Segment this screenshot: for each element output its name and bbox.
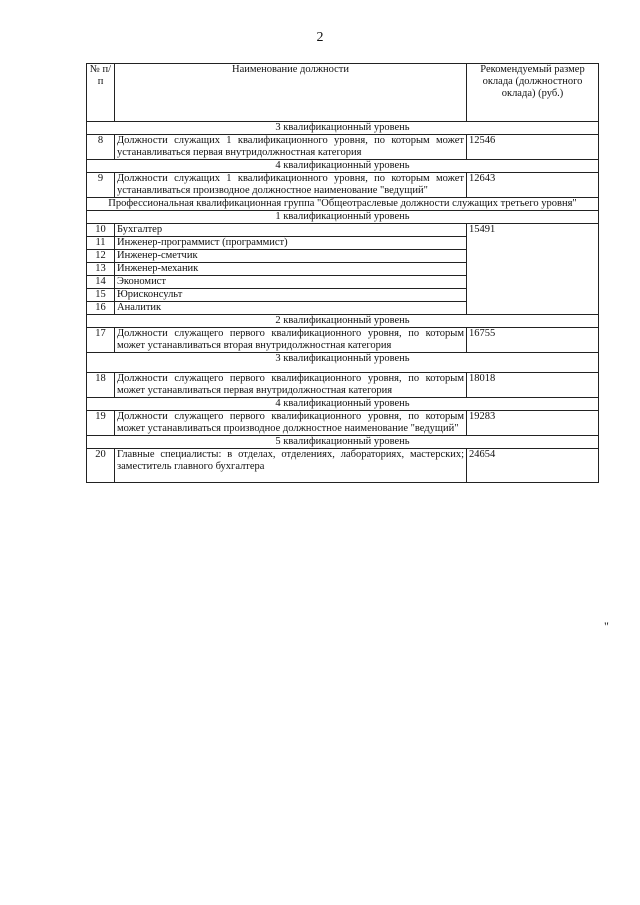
row-num: 15 xyxy=(87,289,115,302)
row-num: 8 xyxy=(87,135,115,160)
table-row xyxy=(87,173,599,198)
closing-quote: " xyxy=(604,619,609,633)
table-row xyxy=(87,135,599,160)
row-num: 16 xyxy=(87,302,115,315)
table-row xyxy=(87,449,599,483)
group-row xyxy=(87,198,599,211)
page-number: 2 xyxy=(316,30,324,45)
level-label: 4 квалификационный уровень xyxy=(87,398,599,411)
salary-table xyxy=(86,63,599,483)
row-num: 19 xyxy=(87,411,115,436)
row-num: 10 xyxy=(87,224,115,237)
row-name: Инженер-механик xyxy=(115,263,467,276)
row-name: Главные специалисты: в отделах, отделениях, лабораториях, мастерских; заместитель главного бухгалтера xyxy=(115,449,467,483)
table-row xyxy=(87,373,599,398)
row-name: Экономист xyxy=(115,276,467,289)
row-name: Должности служащих 1 квалификационного уровня, по которым может устанавливаться первая внутридолжностная категория xyxy=(115,135,467,160)
row-salary: 18018 xyxy=(467,373,599,398)
row-num: 20 xyxy=(87,449,115,483)
level-label: 5 квалификационный уровень xyxy=(87,436,599,449)
level-row xyxy=(87,436,599,449)
row-num: 18 xyxy=(87,373,115,398)
row-name: Должности служащего первого квалификационного уровня, по которым может устанавливаться первая внутридолжностная категория xyxy=(115,373,467,398)
level-label: 3 квалификационный уровень xyxy=(87,122,599,135)
row-num: 9 xyxy=(87,173,115,198)
table-row xyxy=(87,224,599,237)
row-name: Должности служащего первого квалификационного уровня, по которым может устанавливаться производное должностное наименование "ведущий" xyxy=(115,411,467,436)
row-num: 14 xyxy=(87,276,115,289)
row-salary: 15491 xyxy=(467,224,599,315)
level-row xyxy=(87,211,599,224)
header-salary: Рекомендуемый размер оклада (должностного оклада) (руб.) xyxy=(467,64,599,122)
row-salary: 12643 xyxy=(467,173,599,198)
level-row xyxy=(87,398,599,411)
table-row xyxy=(87,411,599,436)
level-label: 2 квалификационный уровень xyxy=(87,315,599,328)
row-name: Должности служащих 1 квалификационного уровня, по которым может устанавливаться производное должностное наименование "ведущий" xyxy=(115,173,467,198)
row-name: Бухгалтер xyxy=(115,224,467,237)
header-name: Наименование должности xyxy=(115,64,467,122)
row-name: Юрисконсульт xyxy=(115,289,467,302)
level-row xyxy=(87,122,599,135)
row-name: Инженер-программист (программист) xyxy=(115,237,467,250)
level-label: 3 квалификационный уровень xyxy=(87,353,599,373)
row-salary: 12546 xyxy=(467,135,599,160)
row-name: Инженер-сметчик xyxy=(115,250,467,263)
level-row xyxy=(87,160,599,173)
table-row xyxy=(87,328,599,353)
row-salary: 16755 xyxy=(467,328,599,353)
row-num: 11 xyxy=(87,237,115,250)
level-row xyxy=(87,315,599,328)
row-num: 13 xyxy=(87,263,115,276)
group-label: Профессиональная квалификационная группа "Общеотраслевые должности служащих третьего уровня" xyxy=(87,198,599,211)
row-name: Должности служащего первого квалификационного уровня, по которым может устанавливаться вторая внутридолжностная категория xyxy=(115,328,467,353)
table-header-row xyxy=(87,64,599,122)
level-label: 4 квалификационный уровень xyxy=(87,160,599,173)
row-salary: 24654 xyxy=(467,449,599,483)
row-salary: 19283 xyxy=(467,411,599,436)
row-num: 12 xyxy=(87,250,115,263)
row-name: Аналитик xyxy=(115,302,467,315)
header-num: № п/п xyxy=(87,64,115,122)
level-row xyxy=(87,353,599,373)
row-num: 17 xyxy=(87,328,115,353)
level-label: 1 квалификационный уровень xyxy=(87,211,599,224)
